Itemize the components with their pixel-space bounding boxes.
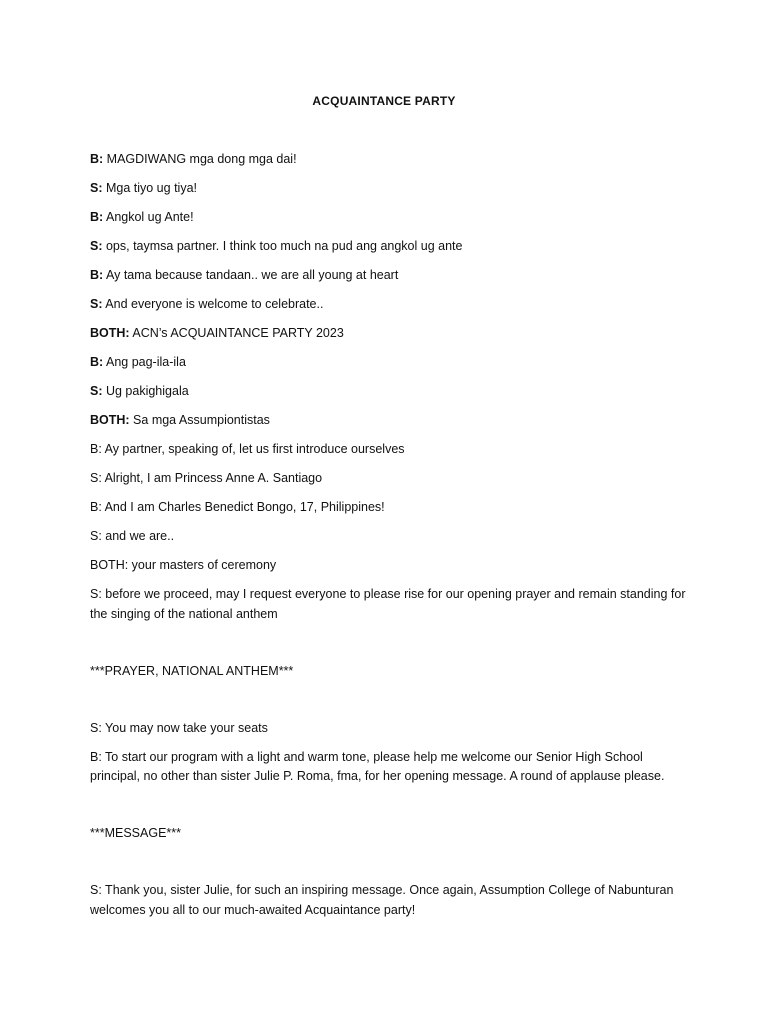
line-text: ACN’s ACQUAINTANCE PARTY 2023 <box>129 326 344 340</box>
script-line <box>90 353 690 373</box>
script-line: S: Thank you, sister Julie, for such an inspiring message. Once again, Assumption College of Nabunturan welcomes you all to our much-awaited Acquaintance party! <box>90 883 674 917</box>
speaker-label: S: <box>90 239 103 253</box>
line-text: ops, taymsa partner. I think too much na pud ang angkol ug ante <box>102 239 463 253</box>
document-title: ACQUAINTANCE PARTY <box>312 94 456 108</box>
speaker-label: BOTH: <box>90 326 130 340</box>
spacer <box>90 853 690 881</box>
section-heading-prayer: ***PRAYER, NATIONAL ANTHEM*** <box>90 663 294 678</box>
line-text: Angkol ug Ante! <box>103 210 194 224</box>
spacer <box>90 691 690 719</box>
script-line <box>90 585 690 624</box>
line-text: MAGDIWANG mga dong mga dai! <box>103 152 297 166</box>
speaker-label: B: <box>90 210 104 224</box>
script-line <box>90 150 690 170</box>
line-text: B: And I am Charles Benedict Bongo, 17, Philippines! <box>90 500 385 514</box>
speaker-label: B: <box>90 152 104 166</box>
line-text: S: before we proceed, may I request everyone to please rise for our opening prayer and remain standing for the singing of the national anthem <box>90 587 686 621</box>
speaker-label: S: <box>90 297 103 311</box>
line-text: And everyone is welcome to celebrate.. <box>102 297 324 311</box>
script-line <box>90 179 690 199</box>
line-text: Ang pag-ila-ila <box>103 355 186 369</box>
script-line <box>90 382 690 402</box>
script-line <box>90 411 690 431</box>
script-line <box>90 237 690 257</box>
script-line <box>90 469 690 489</box>
speaker-label: S: <box>90 181 103 195</box>
line-text: S: and we are.. <box>90 529 175 543</box>
line-text: Ug pakighigala <box>102 384 189 398</box>
line-text: S: Alright, I am Princess Anne A. Santiago <box>90 471 323 485</box>
line-text: Mga tiyo ug tiya! <box>102 181 197 195</box>
speaker-label: S: <box>90 384 103 398</box>
speaker-label: B: <box>90 355 104 369</box>
speaker-label: BOTH: <box>90 413 130 427</box>
script-line <box>90 295 690 315</box>
script-line <box>90 498 690 518</box>
script-line <box>90 324 690 344</box>
line-text: B: Ay partner, speaking of, let us first introduce ourselves <box>90 442 405 456</box>
section-heading-message: ***MESSAGE*** <box>90 826 182 840</box>
speaker-label: B: <box>90 268 104 282</box>
line-text: Ay tama because tandaan.. we are all young at heart <box>103 268 399 282</box>
line-text: Sa mga Assumpiontistas <box>129 413 270 427</box>
script-line <box>90 556 690 576</box>
script-line <box>90 208 690 228</box>
script-line <box>90 440 690 460</box>
script-line: S: You may now take your seats <box>90 720 268 735</box>
script-content <box>90 150 690 930</box>
spacer <box>90 796 690 824</box>
script-line <box>90 527 690 547</box>
spacer <box>90 634 690 662</box>
script-line <box>90 266 690 286</box>
script-line: B: To start our program with a light and warm tone, please help me welcome our Senior High School principal, no other than sister Julie P. Roma, fma, for her opening message. A round of applause please. <box>90 749 665 783</box>
line-text: BOTH: your masters of ceremony <box>90 558 277 572</box>
